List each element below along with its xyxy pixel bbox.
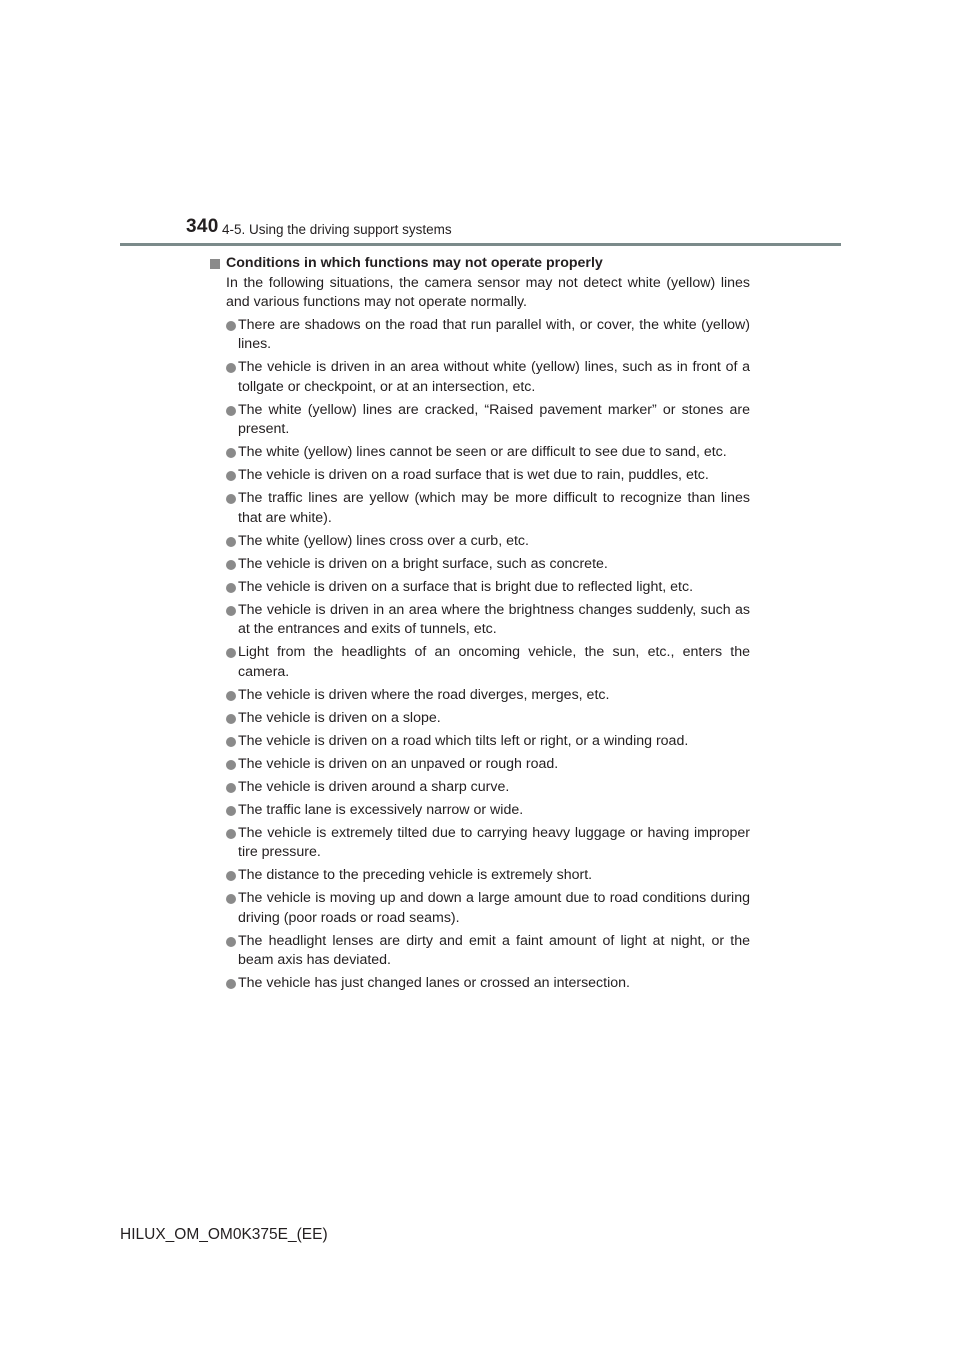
list-item (226, 778, 750, 798)
list-item (226, 755, 750, 775)
list-item (226, 555, 750, 575)
list-item-text: The vehicle is extremely tilted due to carrying heavy luggage or having improper tire pressure. (238, 824, 750, 860)
section-heading-text: Conditions in which functions may not operate properly (226, 255, 603, 271)
round-bullet-icon (226, 583, 236, 593)
round-bullet-icon (226, 714, 236, 724)
list-item (226, 709, 750, 729)
round-bullet-icon (226, 760, 236, 770)
list-item (226, 601, 750, 640)
square-bullet-icon (210, 259, 220, 269)
list-item-text: The vehicle is driven on a bright surface, such as concrete. (238, 555, 608, 572)
list-item (226, 974, 750, 994)
section-title: 4-5. Using the driving support systems (222, 222, 452, 237)
list-item (226, 801, 750, 821)
round-bullet-icon (226, 321, 236, 331)
main-content (210, 254, 750, 997)
round-bullet-icon (226, 979, 236, 989)
list-item (226, 489, 750, 528)
list-item (226, 824, 750, 863)
list-item-text: The headlight lenses are dirty and emit a faint amount of light at night, or the beam axis has deviated. (238, 932, 750, 968)
round-bullet-icon (226, 406, 236, 416)
round-bullet-icon (226, 829, 236, 839)
list-item-text: The white (yellow) lines cross over a curb, etc. (238, 532, 529, 549)
list-item-text: The distance to the preceding vehicle is extremely short. (238, 867, 593, 883)
list-item-text: The white (yellow) lines cannot be seen or are difficult to see due to sand, etc. (238, 444, 727, 460)
list-item-text: There are shadows on the road that run parallel with, or cover, the white (yellow) lines. (238, 316, 750, 352)
list-item (226, 466, 750, 486)
round-bullet-icon (226, 560, 236, 570)
round-bullet-icon (226, 691, 236, 701)
section-heading (210, 254, 750, 274)
list-item-text: The vehicle is driven in an area without white (yellow) lines, such as in front of a tollgate or checkpoint, or at an intersection, etc. (238, 359, 750, 395)
list-item-text: The vehicle is driven on a slope. (238, 709, 441, 726)
conditions-list (210, 316, 750, 994)
round-bullet-icon (226, 871, 236, 881)
list-item (226, 686, 750, 706)
round-bullet-icon (226, 537, 236, 547)
list-item (226, 578, 750, 598)
list-item-text: The vehicle is moving up and down a large amount due to road conditions during driving (poor roads or road seams). (238, 890, 750, 926)
list-item (226, 532, 750, 552)
list-item (226, 316, 750, 355)
round-bullet-icon (226, 648, 236, 658)
round-bullet-icon (226, 894, 236, 904)
list-item-text: The vehicle is driven on a road which tilts left or right, or a winding road. (238, 732, 689, 749)
round-bullet-icon (226, 448, 236, 458)
round-bullet-icon (226, 494, 236, 504)
list-item-text: Light from the headlights of an oncoming vehicle, the sun, etc., enters the camera. (238, 644, 750, 680)
list-item-text: The traffic lines are yellow (which may be more difficult to recognize than lines that are white). (238, 490, 750, 526)
round-bullet-icon (226, 783, 236, 793)
list-item (226, 358, 750, 397)
round-bullet-icon (226, 471, 236, 481)
list-item (226, 401, 750, 440)
list-item (226, 443, 750, 463)
round-bullet-icon (226, 806, 236, 816)
list-item-text: The vehicle is driven on a road surface that is wet due to rain, puddles, etc. (238, 467, 709, 483)
round-bullet-icon (226, 363, 236, 373)
round-bullet-icon (226, 606, 236, 616)
list-item (226, 732, 750, 752)
document-code: HILUX_OM_OM0K375E_(EE) (120, 1226, 328, 1243)
list-item-text: The white (yellow) lines are cracked, “Raised pavement marker” or stones are present. (238, 401, 750, 437)
list-item-text: The vehicle is driven on a surface that is bright due to reflected light, etc. (238, 578, 694, 595)
round-bullet-icon (226, 937, 236, 947)
list-item-text: The vehicle is driven on an unpaved or rough road. (238, 755, 559, 772)
list-item (226, 643, 750, 682)
list-item-text: The vehicle is driven around a sharp curve. (238, 778, 510, 795)
list-item-text: The vehicle has just changed lanes or crossed an intersection. (238, 975, 630, 991)
round-bullet-icon (226, 737, 236, 747)
list-item (226, 866, 750, 886)
header-divider (120, 243, 841, 246)
list-item-text: The traffic lane is excessively narrow or wide. (238, 801, 524, 818)
list-item-text: The vehicle is driven in an area where the brightness changes suddenly, such as at the entrances and exits of tunnels, etc. (238, 601, 750, 637)
list-item (226, 889, 750, 928)
list-item-text: The vehicle is driven where the road diverges, merges, etc. (238, 686, 610, 703)
intro-paragraph: In the following situations, the camera sensor may not detect white (yellow) lines and various functions may not operate normally. (226, 274, 750, 310)
page-number: 340 (186, 216, 219, 237)
list-item (226, 932, 750, 971)
